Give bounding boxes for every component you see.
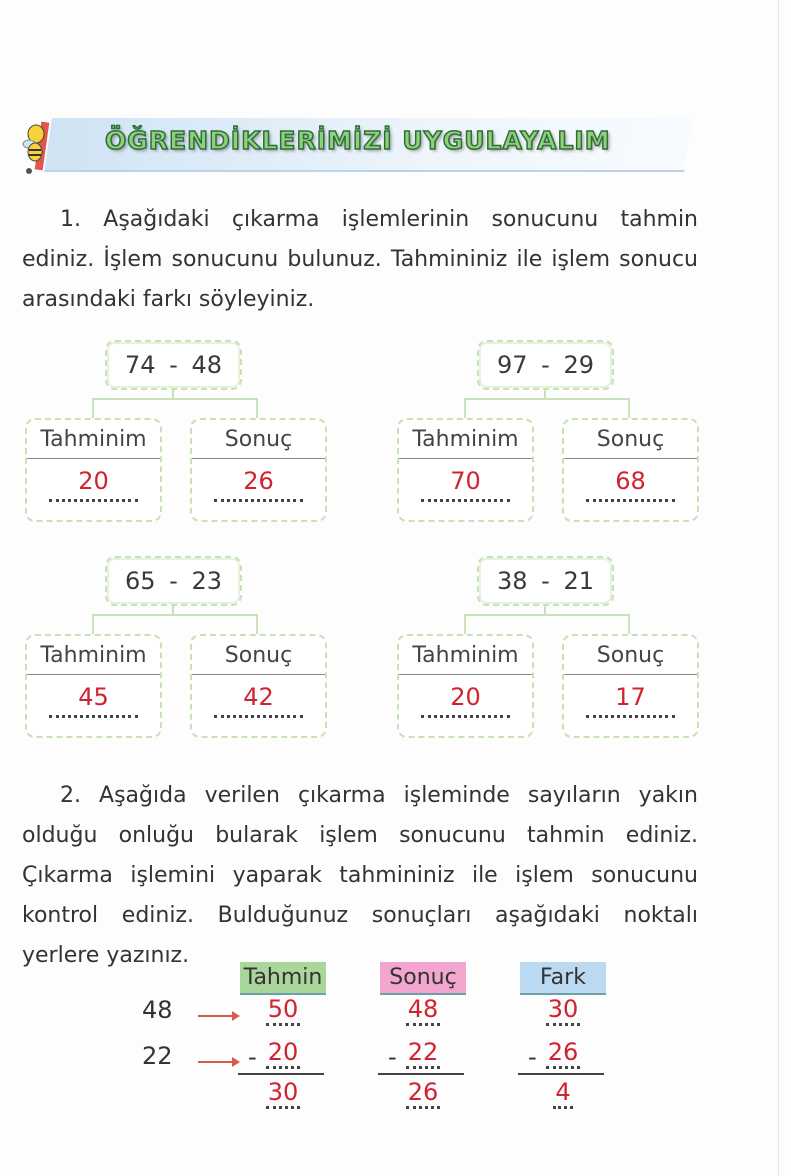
top-value[interactable]: 30 <box>546 995 581 1026</box>
result-card <box>562 634 699 738</box>
estimate-card <box>397 634 534 738</box>
expression-box: 97 - 29 <box>477 340 614 390</box>
answer-dotted-line <box>214 715 303 718</box>
bottom-value[interactable]: 20 <box>266 1038 301 1069</box>
result-label: Sonuç <box>192 420 325 459</box>
question-2 <box>22 776 698 976</box>
connector <box>92 614 258 616</box>
result-label: Sonuç <box>564 420 697 459</box>
expression-box: 38 - 21 <box>477 556 614 606</box>
question-text: Aşağıdaki çıkarma işlemlerinin sonucunu tahmin ediniz. İşlem sonucunu bulunuz. Tahmininiz ile işlem sonucu arasındaki farkı söyleyiniz. <box>22 207 698 312</box>
question-number: 1. <box>60 207 81 232</box>
subtraction-tree <box>397 340 697 495</box>
connector <box>464 398 466 418</box>
answer-dotted-line <box>421 499 510 502</box>
subtraction-tree <box>397 556 697 711</box>
estimate-value[interactable]: 20 <box>78 467 109 495</box>
result-value[interactable]: 42 <box>243 683 274 711</box>
estimate-label: Tahminim <box>399 636 532 675</box>
question-1 <box>22 200 698 320</box>
result-value[interactable]: 17 <box>615 683 646 711</box>
estimate-card <box>25 634 162 738</box>
answer-dotted-line <box>214 499 303 502</box>
result-card <box>562 418 699 522</box>
connector <box>92 614 94 634</box>
connector <box>256 398 258 418</box>
result-value[interactable]: 4 <box>553 1078 572 1109</box>
top-value[interactable]: 50 <box>266 995 301 1026</box>
connector <box>464 398 630 400</box>
result-card <box>190 634 327 738</box>
estimate-value[interactable]: 70 <box>450 467 481 495</box>
answer-dotted-line <box>421 715 510 718</box>
estimate-label: Tahminim <box>27 636 160 675</box>
page-edge <box>778 0 779 1176</box>
answer-dotted-line <box>586 715 675 718</box>
estimate-value[interactable]: 20 <box>450 683 481 711</box>
column-header-sonuç: Sonuç <box>380 962 466 995</box>
subtraction-tree <box>25 556 325 711</box>
connector <box>628 614 630 634</box>
bottom-value[interactable]: 26 <box>546 1038 581 1069</box>
connector <box>628 398 630 418</box>
subtraction-tree <box>25 340 325 495</box>
expression-box: 65 - 23 <box>105 556 242 606</box>
operand-1: 48 <box>142 996 173 1024</box>
result-value[interactable]: 68 <box>615 467 646 495</box>
connector <box>92 398 258 400</box>
section-title: ÖĞRENDİKLERİMİZİ UYGULAYALIM <box>105 126 611 155</box>
connector <box>464 614 630 616</box>
estimate-label: Tahminim <box>399 420 532 459</box>
connector <box>92 398 94 418</box>
estimate-card <box>25 418 162 522</box>
expression-box: 74 - 48 <box>105 340 242 390</box>
result-label: Sonuç <box>564 636 697 675</box>
question-number: 2. <box>60 783 81 808</box>
answer-dotted-line <box>49 499 138 502</box>
arrow-icon <box>198 1015 238 1017</box>
connector <box>256 614 258 634</box>
connector <box>464 614 466 634</box>
result-value[interactable]: 26 <box>243 467 274 495</box>
estimate-value[interactable]: 45 <box>78 683 109 711</box>
answer-dotted-line <box>586 499 675 502</box>
column-header-tahmin: Tahmin <box>240 962 326 995</box>
sum-line <box>518 1073 604 1075</box>
sum-line <box>378 1073 464 1075</box>
result-value[interactable]: 30 <box>266 1078 301 1109</box>
answer-dotted-line <box>49 715 138 718</box>
estimate-card <box>397 418 534 522</box>
column-header-fark: Fark <box>520 962 606 995</box>
sum-line <box>238 1073 324 1075</box>
result-value[interactable]: 26 <box>406 1078 441 1109</box>
bottom-value[interactable]: 22 <box>406 1038 441 1069</box>
arrow-icon <box>198 1061 238 1063</box>
result-card <box>190 418 327 522</box>
estimate-label: Tahminim <box>27 420 160 459</box>
minus-sign: - <box>388 1043 397 1071</box>
operand-2: 22 <box>142 1042 173 1070</box>
minus-sign: - <box>248 1043 257 1071</box>
result-label: Sonuç <box>192 636 325 675</box>
top-value[interactable]: 48 <box>406 995 441 1026</box>
minus-sign: - <box>528 1043 537 1071</box>
question-text: Aşağıda verilen çıkarma işleminde sayıların yakın olduğu onluğu bularak işlem sonucunu tahmin ediniz. Çıkarma işlemini yaparak tahmininiz ile işlem sonucunu kontrol ediniz. Bulduğunuz sonuçları aşağıdaki noktalı yerlere yazınız. <box>22 783 698 968</box>
